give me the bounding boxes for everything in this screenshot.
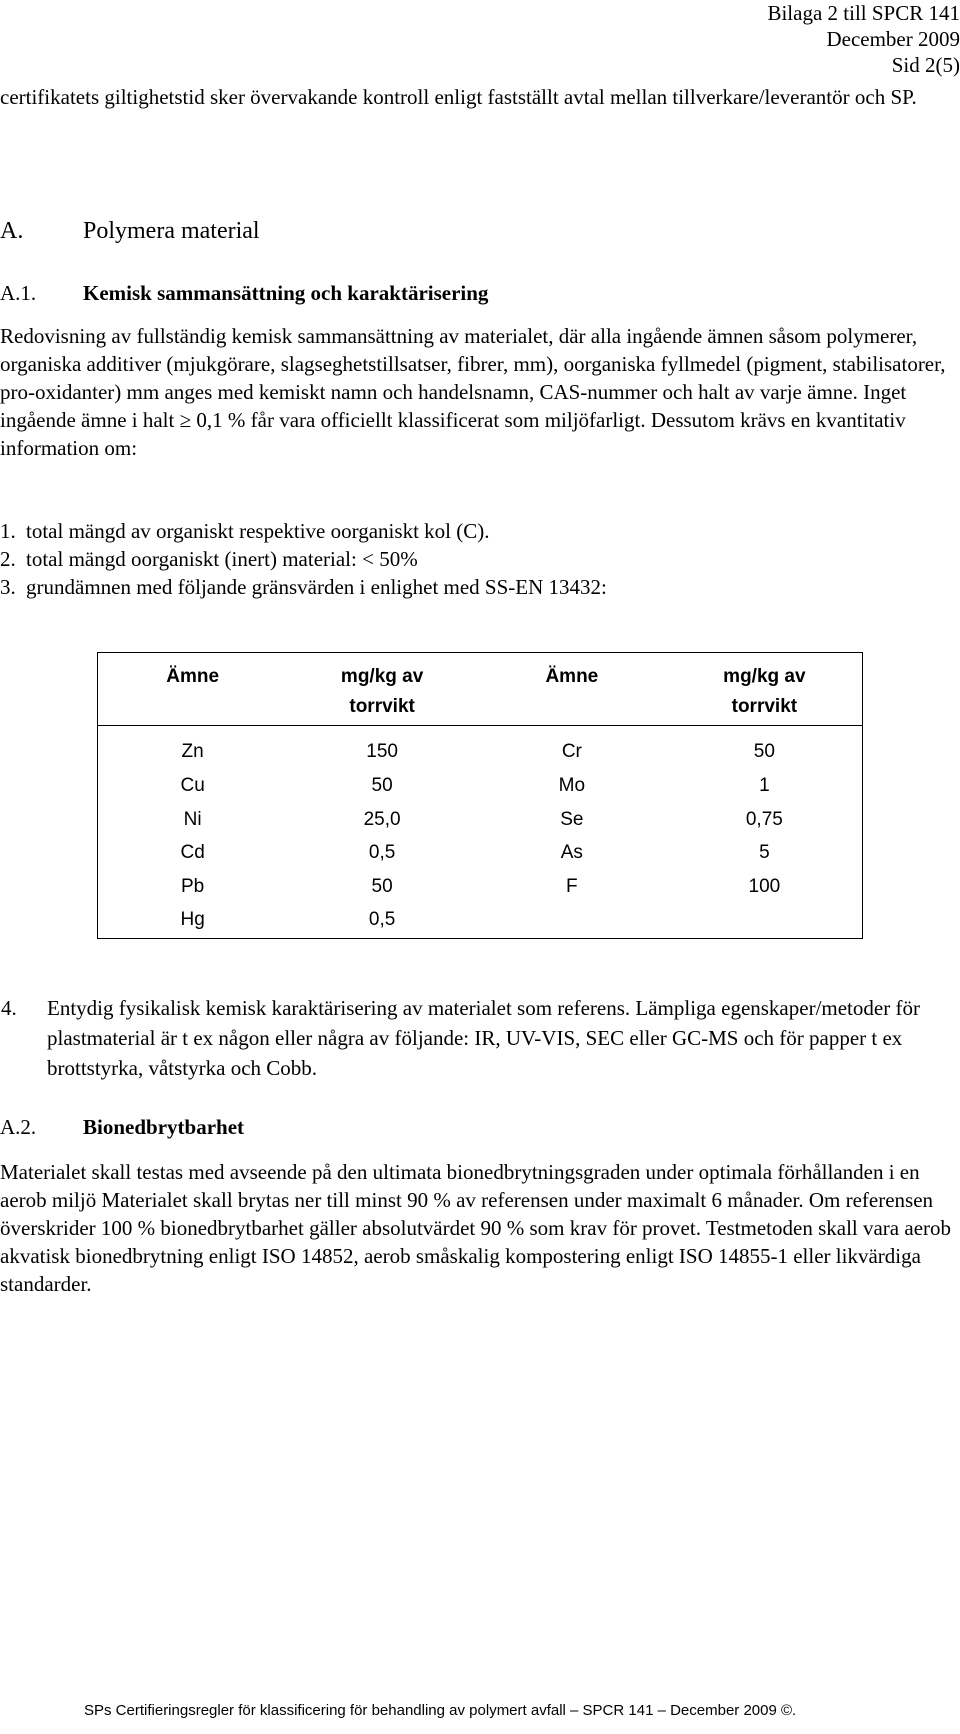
header-element-2: Ämne (545, 666, 599, 687)
list-item-number: 4. (1, 996, 17, 1020)
list-item (0, 545, 607, 573)
a1-paragraph (0, 322, 958, 462)
list-item-text: total mängd oorganiskt (inert) material: < 50% (26, 547, 418, 571)
section-a2-number: A.2. (0, 1115, 37, 1139)
element-cell: Se (560, 808, 584, 830)
list-item-text: Entydig fysikalisk kemisk karaktärisering av materialet som referens. Lämpliga egenskaper/metoder för plastmaterial är t ex någon eller några av följande: IR, UV-VIS, SEC eller GC-MS och för papper t ex brottstyrka, våtstyrka och Cobb. (47, 996, 920, 1080)
value-cell: 150 (366, 741, 398, 762)
table-row (98, 904, 863, 938)
value-cell (667, 904, 863, 938)
element-cell: Mo (558, 775, 586, 797)
page-header (767, 0, 960, 78)
table-row (98, 770, 863, 804)
section-a1-number: A.1. (0, 281, 37, 305)
value-cell: 0,75 (745, 808, 783, 830)
page-footer: SPs Certifieringsregler för klassificering för behandling av polymert avfall – SPCR 141 – December 2009 ©. (84, 1702, 797, 1719)
a1-paragraph-text-2: 0,1 % får vara officiellt klassificerat som miljöfarligt. Dessutom krävs en kvantitativ information om: (0, 408, 906, 460)
table-row (98, 837, 863, 871)
value-cell: 25,0 (363, 808, 401, 830)
header-element-1: Ämne (166, 666, 220, 687)
section-a2-title: Bionedbrytbarhet (83, 1115, 245, 1139)
list-item-text: total mängd av organiskt respektive oorganiskt kol (C). (26, 519, 490, 543)
section-a-title: Polymera material (83, 218, 260, 244)
list-item-number: 1. (0, 519, 16, 543)
table-row (98, 726, 863, 771)
list-item (0, 573, 607, 601)
value-cell: 5 (759, 842, 770, 864)
section-a-number: A. (0, 218, 24, 244)
value-cell: 50 (371, 775, 393, 797)
header-value-1: mg/kg av torrvikt (340, 666, 424, 717)
element-cell: Cd (180, 842, 205, 864)
list-item-number: 2. (0, 547, 16, 571)
list-item-4 (1, 993, 959, 1083)
value-cell: 0,5 (368, 909, 396, 931)
list-item-text: grundämnen med följande gränsvärden i enlighet med SS-EN 13432: (26, 575, 607, 599)
list-item (0, 517, 607, 545)
section-a-heading (0, 217, 260, 245)
value-cell: 1 (759, 775, 770, 797)
table-header-row (98, 653, 863, 726)
element-cell: Pb (180, 875, 205, 897)
requirements-list (0, 517, 607, 601)
element-cell: Cu (180, 775, 205, 797)
element-cell: F (566, 875, 578, 897)
header-document-ref: Bilaga 2 till SPCR 141 (767, 1, 960, 25)
value-cell: 100 (748, 875, 781, 897)
table-row (98, 871, 863, 905)
limit-values-table (97, 652, 863, 939)
a2-paragraph: Materialet skall testas med avseende på den ultimata bionedbrytningsgraden under optimala förhållanden i en aerob miljö Materialet skall brytas ner till minst 90 % av referensen under maximalt 6 månader. Om referensen överskrider 100 % bionedbrytbarhet gäller absolutvärdet 90 % som krav för provet. Testmetoden skall vara aerob akvatisk bionedbrytning enligt ISO 14852, aerob småskalig kompostering enligt ISO 14855-1 eller likvärdiga standarder. (0, 1160, 952, 1296)
value-cell: 50 (371, 875, 393, 897)
section-a2-heading (0, 1113, 244, 1141)
element-cell: Zn (181, 741, 204, 762)
value-cell: 0,5 (368, 842, 396, 864)
table-row (98, 804, 863, 838)
element-cell: Cr (561, 741, 582, 762)
section-a1-title: Kemisk sammansättning och karaktärisering (83, 281, 489, 305)
element-cell (477, 904, 667, 938)
header-date: December 2009 (826, 27, 960, 51)
a1-paragraph-text-1: Redovisning av fullständig kemisk sammansättning av materialet, där alla ingående ämnen såsom polymerer, organiska additiver (mjukgörare, slagseghetstillsatser, fibrer, mm), oorganiska fyllmedel (pigment, stabilisatorer, pro-oxidanter) mm anges med kemiskt namn och handelsnamn, CAS-nummer och halt av varje ämne. Inget ingående ämne i halt (0, 324, 946, 432)
element-cell: Ni (183, 808, 202, 830)
list-item-number: 3. (0, 575, 16, 599)
value-cell: 50 (753, 741, 775, 762)
header-page-number: Sid 2(5) (891, 53, 960, 77)
header-value-2: mg/kg av torrvikt (723, 666, 806, 717)
section-a1-heading (0, 279, 488, 307)
element-cell: Hg (180, 909, 205, 931)
greater-equal-symbol: ≥ (179, 408, 192, 432)
element-cell: As (560, 842, 583, 864)
intro-paragraph: certifikatets giltighetstid sker övervakande kontroll enligt fastställt avtal mellan tillverkare/leverantör och SP. (0, 85, 917, 109)
